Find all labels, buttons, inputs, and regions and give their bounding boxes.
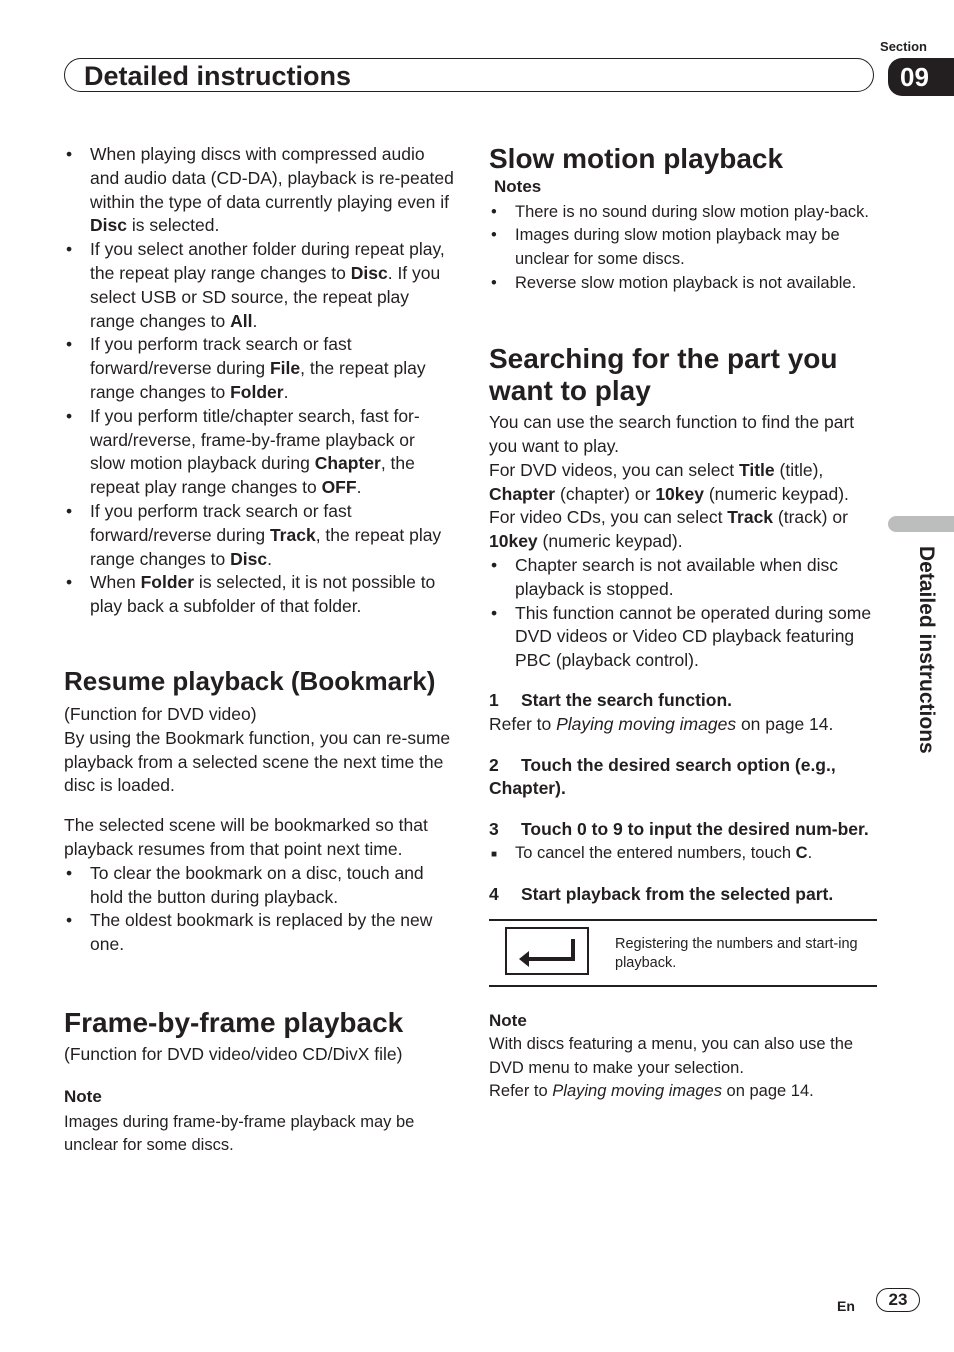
list-item: • Chapter search is not available when disc playback is stopped.	[489, 554, 877, 602]
resume-detail: The selected scene will be bookmarked so that playback resumes from that point next time.	[64, 815, 428, 859]
frame-function-note: (Function for DVD video/video CD/DivX file)	[64, 1043, 403, 1064]
search-note-text: With discs featuring a menu, you can also use the DVD menu to make your selection.	[489, 1035, 854, 1077]
search-heading: Searching for the part you want to play	[489, 343, 838, 407]
list-item: • There is no sound during slow motion play-back.	[489, 201, 877, 225]
frame-heading: Frame-by-frame playback	[64, 1006, 404, 1038]
list-item: • If you perform title/chapter search, fast for-ward/reverse, frame-by-frame playback or slow motion playback during Chapter, the repeat play range changes to OFF.	[64, 405, 454, 500]
list-item: • When Folder is selected, it is not possible to play back a subfolder of that folder.	[64, 571, 454, 619]
list-item: • If you select another folder during repeat play, the repeat play range changes to Disc. If you select USB or SD source, the repeat play range changes to All.	[64, 238, 454, 333]
list-item: • When playing discs with compressed audio and audio data (CD-DA), playback is re-peated within the type of data currently playing even if Disc is selected.	[64, 143, 454, 238]
left-column	[64, 143, 454, 1158]
step-4: 4 Start playback from the selected part.	[489, 883, 834, 904]
search-intro: You can use the search function to find the part you want to play.	[489, 412, 855, 456]
search-vcd-options: For video CDs, you can select Track (track) or 10key (numeric keypad).	[489, 507, 848, 552]
list-item: • This function cannot be operated during some DVD videos or Video CD playback featuring PBC (playback control).	[489, 602, 877, 673]
section-number-badge: 09	[888, 58, 954, 96]
frame-note-heading: Note	[64, 1086, 102, 1106]
resume-heading: Resume playback (Bookmark)	[64, 665, 436, 696]
enter-key-caption: Registering the numbers and start-ing playback.	[615, 936, 858, 972]
right-column	[489, 143, 877, 1104]
step-3: 3 Touch 0 to 9 to input the desired num-ber.	[489, 819, 869, 840]
slow-notes-heading: Notes	[494, 177, 542, 196]
resume-description: By using the Bookmark function, you can re-sume playback from a selected scene the next time the disc is loaded.	[64, 727, 451, 796]
search-dvd-options: For DVD videos, you can select Title (title), Chapter (chapter) or 10key (numeric keypad).	[489, 459, 849, 504]
search-notes-list	[489, 554, 877, 673]
list-item: • If you perform track search or fast forward/reverse during File, the repeat play range changes to Folder.	[64, 333, 454, 404]
page-title: Detailed instructions	[84, 61, 352, 91]
side-tab-bar	[888, 516, 954, 532]
list-item: • If you perform track search or fast forward/reverse during Track, the repeat play range changes to Disc.	[64, 500, 454, 571]
search-note-heading: Note	[489, 1011, 527, 1031]
step-3-sublist	[489, 842, 877, 866]
section-label: Section	[880, 39, 927, 54]
key-description-table	[489, 919, 877, 987]
side-tab-label: Detailed instructions	[915, 546, 938, 754]
step-1: 1 Start the search function.	[489, 689, 733, 710]
page-number: 23	[876, 1288, 920, 1312]
list-item: • The oldest bookmark is replaced by the new one.	[64, 909, 454, 957]
slow-motion-heading: Slow motion playback	[489, 143, 784, 174]
list-item: • Reverse slow motion playback is not available.	[489, 272, 877, 296]
step-1-reference: Refer to Playing moving images on page 14.	[489, 713, 834, 734]
list-item: • Images during slow motion playback may be unclear for some discs.	[489, 224, 877, 271]
frame-note-text: Images during frame-by-frame playback may be unclear for some discs.	[64, 1112, 415, 1155]
enter-arrow-icon	[507, 929, 587, 973]
enter-key-button[interactable]	[505, 927, 589, 975]
list-item: • To clear the bookmark on a disc, touch and hold the button during playback.	[64, 862, 454, 910]
resume-function-note: (Function for DVD video)	[64, 703, 257, 724]
language-label: En	[837, 1298, 855, 1314]
list-item: ■ To cancel the entered numbers, touch C.	[489, 842, 877, 866]
search-note-reference: Refer to Playing moving images on page 14.	[489, 1082, 814, 1101]
slow-notes-list	[489, 201, 877, 295]
resume-list	[64, 862, 454, 957]
repeat-notes-list	[64, 143, 454, 619]
step-2: 2 Touch the desired search option (e.g., Chapter).	[489, 754, 836, 799]
